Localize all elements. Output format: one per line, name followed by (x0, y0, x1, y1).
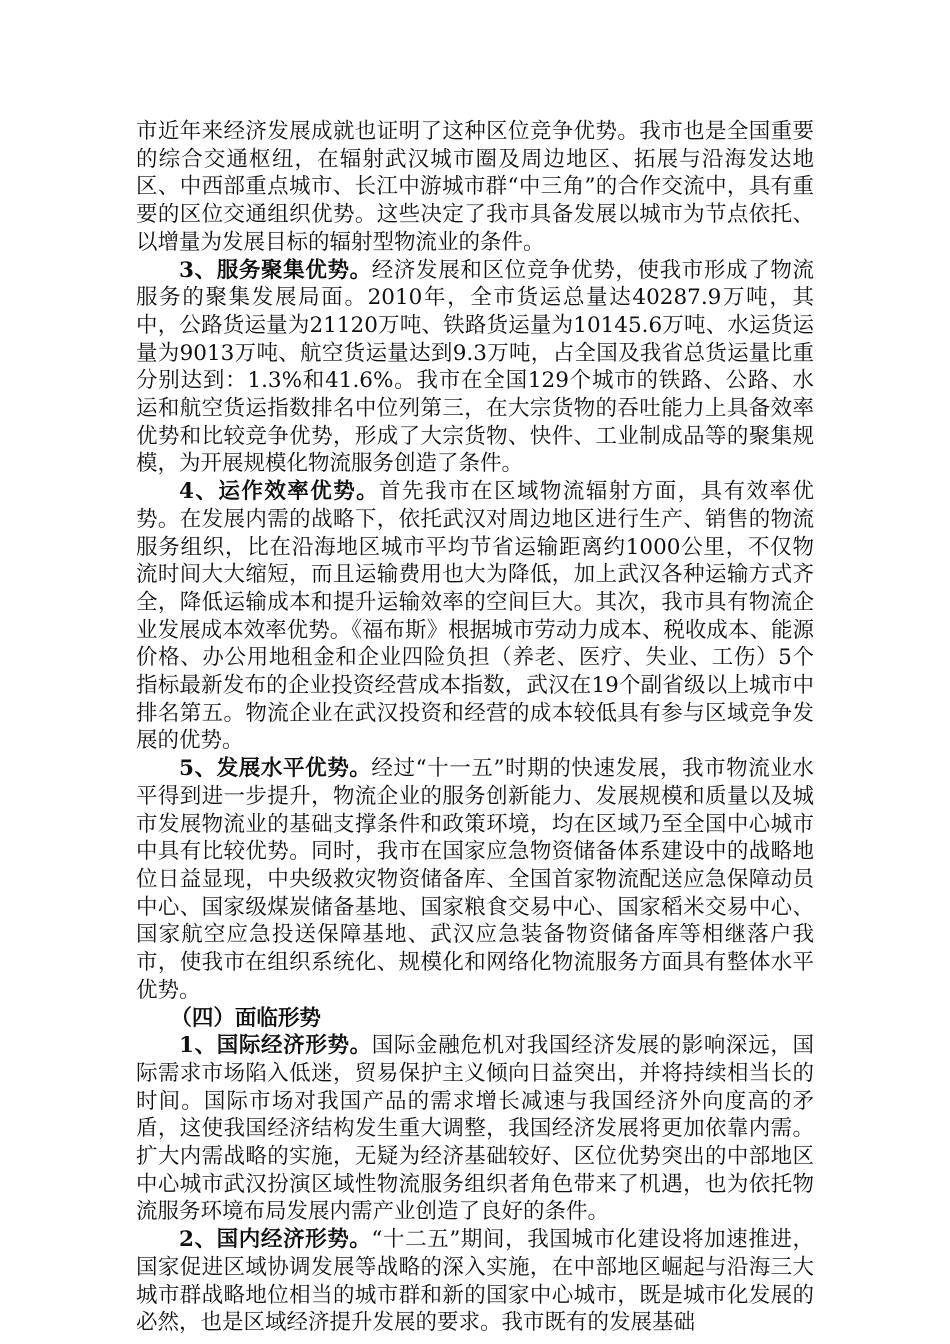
paragraph-service-advantage (136, 257, 814, 479)
paragraph-efficiency-advantage (136, 478, 814, 755)
paragraph-text: 经过“十一五”时期的快速发展，我市物流业水平得到进一步提升，物流企业的服务创新能力、发展规模和质量以及城市发展物流业的基础支撑条件和政策环境，均在区域乃至全国中心城市中具有比较优势。同时，我市在国家应急物资储备体系建设中的战略地位日益显现，中央级救灾物资储备库、全国首家物流配送应急保障动员中心、国家级煤炭储备基地、国家粮食交易中心、国家稻米交易中心、国家航空应急投送保障基地、武汉应急装备物资储备库等相继落户我市，使我市在组织系统化、规模化和网络化物流服务方面具有整体水平优势。 (136, 756, 814, 1003)
document-page (136, 118, 814, 1337)
paragraph-text: 国际金融危机对我国经济发展的影响深远，国际需求市场陷入低迷，贸易保护主义倾向日益突出，并将持续相当长的时间。国际市场对我国产品的需求增长减速与我国经济外向度高的矛盾，这使我国经济结构发生重大调整，我国经济发展将更加依靠内需。扩大内需战略的实施，无疑为经济基础较好、区位优势突出的中部地区中心城市武汉扮演区域性物流服务组织者角色带来了机遇，也为依托物流服务环境布局发展内需产业创造了良好的条件。 (136, 1033, 814, 1225)
paragraph-domestic-situation (136, 1226, 814, 1337)
paragraph-text: “十二五”期间，我国城市化建设将加速推进，国家促进区域协调发展等战略的深入实施，在中部地区崛起与沿海三大城市群战略地位相当的城市群和新的国家中心城市，既是城市化发展的必然，也是区域经济提升发展的要求。我市既有的发展基础 (136, 1227, 814, 1336)
paragraph-lead: 1、国际经济形势。 (179, 1033, 372, 1059)
paragraph-text: 首先我市在区域物流辐射方面，具有效率优势。在发展内需的战略下，依托武汉对周边地区进行生产、销售的物流服务组织，比在沿海地区城市平均节省运输距离约1000公里，不仅物流时间大大缩短，而且运输费用也大为降低，加上武汉各种运输方式齐全，降低运输成本和提升运输效率的空间巨大。其次，我市具有物流企业发展成本效率优势。《福布斯》根据城市劳动力成本、税收成本、能源价格、办公用地租金和企业四险负担（养老、医疗、失业、工伤）5个指标最新发布的企业投资经营成本指数，武汉在19个副省级以上城市中排名第五。物流企业在武汉投资和经营的成本较低具有参与区域竞争发展的优势。 (136, 479, 815, 754)
paragraph-lead: 3、服务聚集优势。 (179, 257, 372, 283)
paragraph-lead: 4、运作效率优势。 (179, 479, 380, 505)
paragraph-lead: 2、国内经济形势。 (179, 1227, 372, 1253)
paragraph-development-advantage (136, 755, 814, 1004)
paragraph-text: 经济发展和区位竞争优势，使我市形成了物流服务的聚集发展局面。2010年，全市货运总量达40287.9万吨，其中，公路货运量为21120万吨、铁路货运量为10145.6万吨、水运货运量为9013万吨、航空货运量达到9.3万吨，占全国及我省总货运量比重分别达到：1.3%和41.6%。我市在全国129个城市的铁路、公路、水运和航空货运指数排名中位列第三，在大宗货物的吞吐能力上具备效率优势和比较竞争优势，形成了大宗货物、快件、工业制成品等的聚集规模，为开展规模化物流服务创造了条件。 (136, 257, 814, 477)
section-heading: （四）面临形势 (170, 1005, 321, 1031)
paragraph-text: 市近年来经济发展成就也证明了这种区位竞争优势。我市也是全国重要的综合交通枢纽，在辐射武汉城市圈及周边地区、拓展与沿海发达地区、中西部重点城市、长江中游城市群“中三角”的合作交流中，具有重要的区位交通组织优势。这些决定了我市具备发展以城市为节点依托、以增量为发展目标的辐射型物流业的条件。 (136, 119, 814, 255)
paragraph-lead: 5、发展水平优势。 (179, 756, 372, 782)
paragraph-location-advantage (136, 118, 814, 257)
paragraph-international-situation (136, 1032, 814, 1226)
